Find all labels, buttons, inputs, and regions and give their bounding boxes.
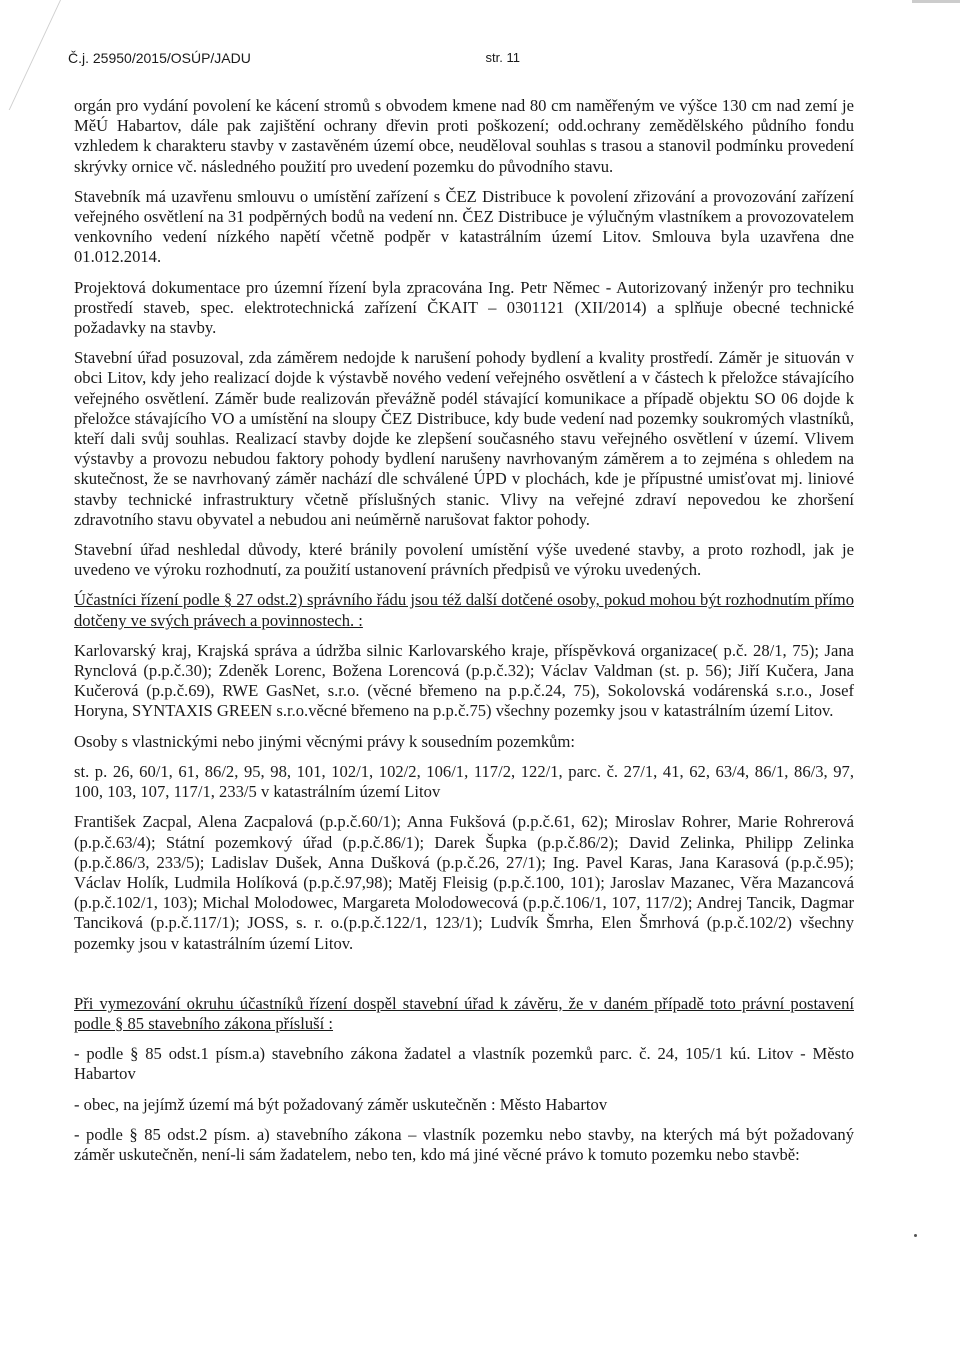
page-number: str. 11 (485, 50, 520, 65)
neighbors-intro: Osoby s vlastnickými nebo jinými věcnými právy k sousedním pozemkům: (74, 731, 575, 751)
participants-list: Karlovarský kraj, Krajská správa a údržba silnic Karlovarského kraje, příspěvková organizace( p.č. 28/1, 75); Jana Ryncl​ová (p.p.č.30); Zdeněk Lorenc, Božena Lorencová (p.p.č.32); Václav Valdman (st. p. 56); Jiří Kučera, Jana Kučerová (p.p.č.69), RWE GasNet, s.r.o. (věcné břemeno na p.p.č.24, 75), Sokolovská vodárenská s.r.o., Josef Horyna, SYNTAXIS GREEN s.r.o.věcné břemeno na p.p.č.75) všechny pozemky jsou v katastrálním území Litov. (74, 640, 854, 721)
scan-dot (914, 1234, 917, 1237)
list-item: - podle § 85 odst.2 písm. a) stavebního zákona – vlastník pozemku nebo stavby, na kterých má být požadovaný záměr uskutečněn, není-li sám žadatelem, nebo ten, kdo má jiné věcné právo k tomuto pozemku nebo stavbě: (74, 1124, 854, 1164)
paragraph: Projektová dokumentace pro územní řízení byla zpracována Ing. Petr Němec - Autorizovaný inženýr pro techniku prostředí staveb, spec. elektrotechnická zařízení ČKAIT – 0301121 (XII/2014) a splňuje obecné technické požadavky na stavby. (74, 277, 854, 338)
parcel-list: st. p. 26, 60/1, 61, 86/2, 95, 98, 101, 102/1, 102/2, 106/1, 117/2, 122/1, parc. č. 27/1, 41, 62, 63/4, 86/1, 86/3, 97, 100, 103, 107, 117/1, 233/5 v katastrálním území Litov (74, 761, 854, 802)
paragraph: Stavební úřad posuzoval, zda záměrem nedojde k narušení pohody bydlení a kvality prostředí. Záměr je situován v obci Litov, kdy jeho realizací dojde k výstavbě nového vedení veřejného osvětlení a v částech k přeložce stávajícího veřejného osvětlení. Záměr bude realizován převážně podél stávající komunikace a případě objektu SO 06 dojde k přeložce stávajícího VO a umístění na sloupy ČEZ Distribuce, kdy bude vedení nad pozemky soukromých vlastníků, kteří dali svůj souhlas. Realizací stavby dojde ke zlepšení současného stavu veřejného osvětlení v území. Vlivem výstavby a provozu nebudou faktory pohody bydlení narušeny navrhovaným záměrem a to zejména s ohledem na skutečnost, že se navrhovaný záměr nachází dle schválené ÚPD v plochách, kde je přípustné umisťovat mj. liniové stavby technické infrastruktury včetně příslušných stanic. Vlivy na veřejné zdraví nepovedou ke zhoršení zdravotního stavu obyvatel a nebudou ani neúměrně narušovat faktor pohody. (74, 348, 854, 529)
paragraph: orgán pro vydání povolení ke kácení stromů s obvodem kmene nad 80 cm naměřeným ve výšce 130 cm nad zemí je MěÚ Habartov, dále pak zajištění ochrany dřevin proti poškození; odd.ochrany zemědělského půdního fondu vzhledem k charakteru stavby v zastavěném území obce, neuděloval souhlas s trasou a stanovil podmínku provedení skrývky ornice vč. následného použití pro uvedení pozemku do původního stavu. (74, 96, 854, 176)
list-item: - obec, na jejímž území má být požadovaný záměr uskutečněn : Město Habartov (74, 1094, 608, 1114)
scan-corner-mark (912, 0, 960, 3)
participants-heading: Účastníci řízení podle § 27 odst.2) správního řádu jsou též další dotčené osoby, pokud mohou být rozhodnutím přímo dotčeny ve svých právech a povinnostech. : (74, 590, 854, 630)
document-body (74, 96, 854, 1175)
section-heading: Při vymezování okruhu účastníků řízení dospěl stavební úřad k závěru, že v daném případě toto právní postavení podle § 85 stavebního zákona přísluší : (74, 993, 854, 1033)
spacer (74, 964, 854, 994)
page-header (68, 50, 880, 66)
paper-fold-line (0, 0, 61, 110)
list-item: - podle § 85 odst.1 písm.a) stavebního zákona žadatel a vlastník pozemků parc. č. 24, 105/1 kú. Litov - Město Habartov (74, 1044, 854, 1084)
reference-number: Č.j. 25950/2015/OSÚP/JADU (68, 50, 251, 66)
paragraph: Stavebník má uzavřenu smlouvu o umístění zařízení s ČEZ Distribuce k povolení zřizování a provozování zařízení veřejného osvětlení na 31 podpěrných bodů na vedení nn. ČEZ Distribuce je výlučným vlastníkem a provozovatelem venkovního vedení nízkého napětí včetně podpěr v katastrálním území Litov. Smlouva byla uzavřena dne 01.012.2014. (74, 186, 854, 267)
paragraph: Stavební úřad neshledal důvody, které bránily povolení umístění výše uvedené stavby, a proto rozhodl, jak je uvedeno ve výroku rozhodnutí, za použití ustanovení právních předpisů ve výroku uvedených. (74, 540, 854, 580)
owners-list: František Zacpal, Alena Zacpalová (p.p.č.60/1); Anna Fukšová (p.p.č.61, 62); Miroslav Rohrer, Marie Rohrerová (p.p.č.63/4); Státní pozemkový úřad (p.p.č.86/1); Darek Šupka (p.p.č.86/2); David Zelinka, Philipp Zelinka (p.p.č.86/3, 233/5); Ladislav Dušek, Anna Dušková (p.p.č.26, 27/1); Ing. Pavel Karas, Jana Karasová (p.p.č.95); Václav Holík, Ludmila Holíková (p.p.č.97,98); Matěj Fleisig (p.p.č.100, 101); Jaroslav Mazanec, Věra Mazancová (p.p.č.102/1, 103); Michal Molodowec, Margareta Molodowecová (p.p.č.106/1, 107, 117/2); Andrej Tancik, Dagmar Tanciková (p.p.č.117/1); JOSS, s. r. o.(p.p.č.122/1, 123/1); Ludvík Šmrha, Elen Šmrhová (p.p.č.102/2) všechny pozemky jsou v katastrálním území Litov. (74, 812, 854, 953)
